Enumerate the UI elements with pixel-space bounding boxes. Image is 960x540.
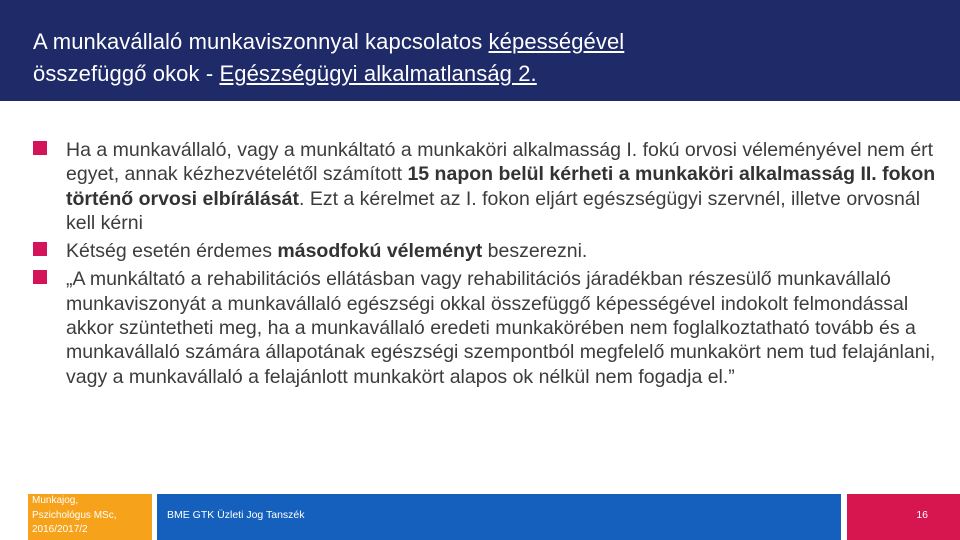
slide-title xyxy=(33,26,960,90)
footer-left-line1: Munkajog, xyxy=(32,495,79,506)
bullet-1-text-b: . Ezt a kérelmet az I. fokon eljárt egészségügyi szervnél, illetve orvosnál kell kérni xyxy=(66,187,921,234)
footer-department-text: BME GTK Üzleti Jog Tanszék xyxy=(167,509,305,521)
square-bullet-icon xyxy=(33,141,47,155)
footer-department xyxy=(157,494,841,540)
bullet-item-3 xyxy=(33,267,938,388)
bullet-2-text-a: Kétség esetén érdemes xyxy=(66,240,278,263)
title-line2-text: összefüggő okok - xyxy=(33,61,220,86)
title-bar xyxy=(0,0,960,101)
footer-left-line3: 2016/2017/2 xyxy=(32,524,88,535)
page-number: 16 xyxy=(916,509,928,521)
bullet-item-2 xyxy=(33,239,938,263)
bullet-3-text-a: „A munkáltató a rehabilitációs ellátásban vagy rehabilitációs járadékban részesülő munkavállaló munkaviszonyát a munkavállaló egészségi okkal összefüggő képességével indokolt felmondással akkor szüntetheti meg, ha a munkavállaló eredeti munkakörében nem foglalkoztatható tovább és a munkavállaló számára állapotának egészségi szempontból megfelelő munkakört nem tud felajánlani, vagy a munkavállaló a felajánlott munkakört alapos ok nélkül nem fogadja el.” xyxy=(66,268,936,388)
title-line1-text: A munkavállaló munkaviszonnyal kapcsolatos xyxy=(33,29,489,54)
bullet-2-bold: másodfokú véleményt xyxy=(277,240,483,263)
bullet-1-text-a: Ha a munkavállaló, vagy a munkáltató a munkaköri alkalmasság I. fokú orvosi véleményével nem ért egyet, annak kézhezvételétől számított xyxy=(66,139,934,186)
slide-content xyxy=(33,138,938,393)
square-bullet-icon xyxy=(33,270,47,284)
bullet-1-bold: 15 napon belül kérheti a munkaköri alkalmasság II. fokon történő orvosi elbírálását xyxy=(66,163,936,210)
bullet-2-text-b: beszerezni. xyxy=(482,240,588,263)
square-bullet-icon xyxy=(33,242,47,256)
title-line2-underlined: Egészségügyi alkalmatlanság 2. xyxy=(219,61,537,86)
footer-course-info xyxy=(28,494,152,540)
title-line1-underlined: képességével xyxy=(488,29,625,54)
footer-page-number xyxy=(847,494,960,540)
bullet-item-1 xyxy=(33,138,938,235)
footer-left-line2: Pszichológus MSc, xyxy=(32,509,117,521)
